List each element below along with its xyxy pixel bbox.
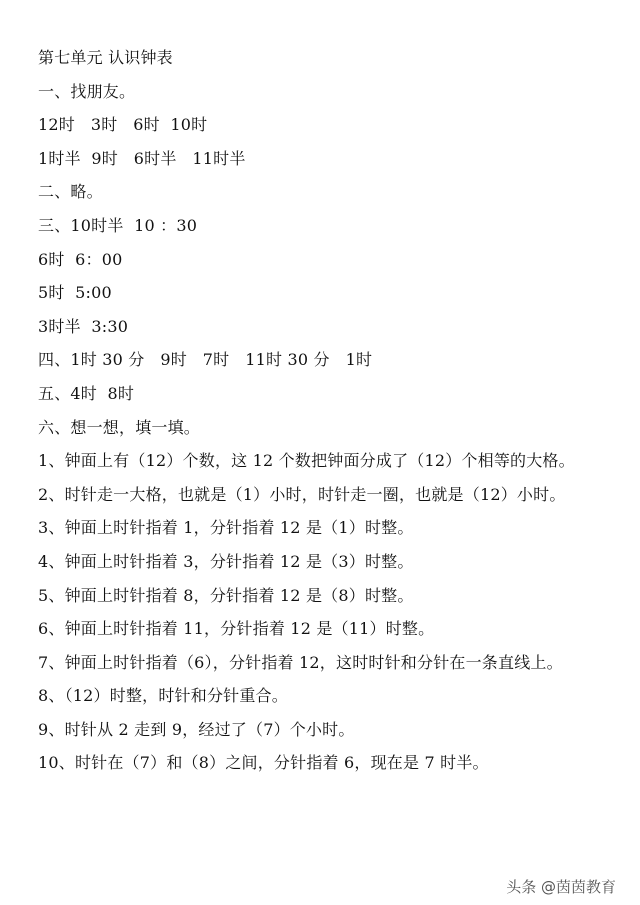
- section-4-heading: 四、1时 30 分 9时 7时 11时 30 分 1时: [38, 350, 373, 370]
- fill-in-item: 5、钟面上时针指着 8，分针指着 12 是（8）时整。: [38, 585, 414, 605]
- answer-line: 6时 6：00: [38, 249, 123, 269]
- unit-title: 第七单元 认识钟表: [38, 48, 173, 67]
- fill-in-item: 3、钟面上时针指着 1，分针指着 12 是（1）时整。: [38, 518, 414, 538]
- section-6-heading: 六、想一想，填一填。: [38, 417, 201, 437]
- answer-line: 1时半 9时 6时半 11时半: [38, 148, 246, 168]
- watermark: 头条 @茵茵教育: [506, 878, 616, 896]
- fill-in-item: 6、钟面上时针指着 11，分针指着 12 是（11）时整。: [38, 619, 435, 639]
- fill-in-item: 4、钟面上时针指着 3，分针指着 12 是（3）时整。: [38, 551, 414, 571]
- section-5-heading: 五、4时 8时: [38, 383, 135, 403]
- section-3-heading: 三、10时半 10 ：30: [38, 215, 198, 235]
- fill-in-item: 1、钟面上有（12）个数，这 12 个数把钟面分成了（12）个相等的大格。: [38, 451, 575, 471]
- fill-in-item: 9、时针从 2 走到 9，经过了（7）个小时。: [38, 719, 355, 739]
- fill-in-item: 7、钟面上时针指着（6），分针指着 12，这时时针和分针在一条直线上。: [38, 652, 563, 672]
- fill-in-item: 2、时针走一大格，也就是（1）小时，时针走一圈，也就是（12）小时。: [38, 484, 566, 504]
- fill-in-item: 8、（12）时整，时针和分针重合。: [38, 686, 288, 706]
- answer-line: 5时 5:00: [38, 283, 112, 303]
- fill-in-item: 10、时针在（7）和（8）之间，分针指着 6，现在是 7 时半。: [38, 753, 489, 773]
- answer-document: [38, 41, 628, 780]
- answer-line: 3时半 3:30: [38, 316, 129, 336]
- section-2-heading: 二、略。: [38, 182, 103, 202]
- section-1-heading: 一、找朋友。: [38, 81, 136, 101]
- answer-line: 12时 3时 6时 10时: [38, 115, 208, 135]
